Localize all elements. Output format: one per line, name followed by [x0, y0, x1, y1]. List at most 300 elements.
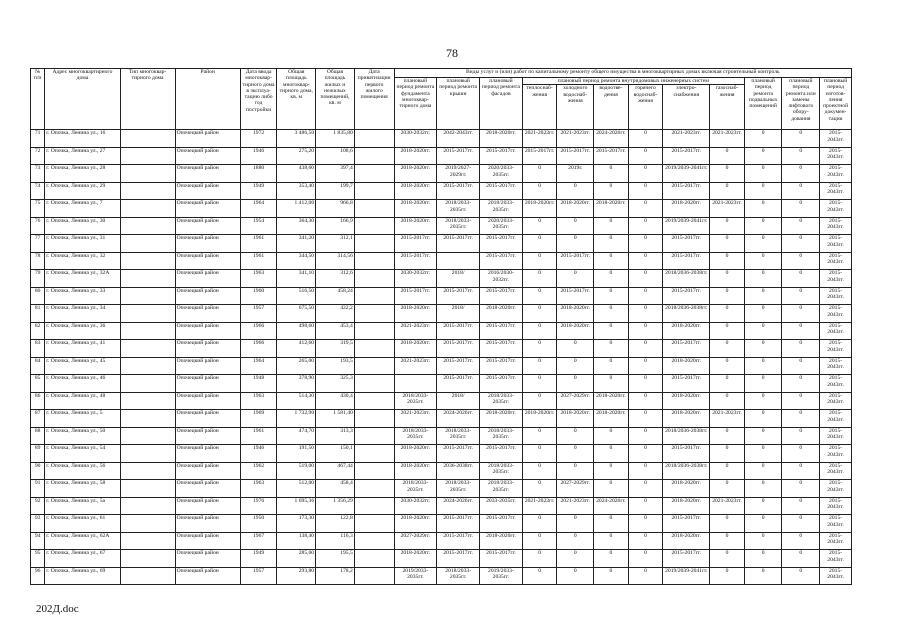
cell-elevator-period: 0 — [782, 392, 820, 410]
cell-row-number: 74 — [31, 182, 45, 200]
cell-design-docs-period: 2015-2043гг. — [820, 200, 852, 218]
cell-basement-period: 0 — [744, 445, 782, 463]
cell-building-type — [120, 322, 175, 340]
cell-design-docs-period: 2015-2043гг. — [820, 252, 852, 270]
cell-elevator-period: 0 — [782, 200, 820, 218]
cell-total-area: 1 732,90 — [277, 410, 316, 428]
cell-gas-period: 2021-2023гг. — [710, 130, 745, 148]
cell-elevator-period: 0 — [782, 305, 820, 323]
cell-address: г. Опочка, Ленина ул., 58 — [45, 480, 120, 498]
cell-electric-period: 2015-2017гг. — [663, 550, 710, 568]
cell-cold-water-period: 0 — [557, 462, 594, 480]
cell-row-number: 89 — [31, 445, 45, 463]
cell-foundation-period: 2018-2020гг. — [394, 340, 437, 358]
cell-drainage-period: 0 — [594, 445, 629, 463]
cell-drainage-period: 2024-2026гг. — [594, 497, 629, 515]
cell-privatization-date — [354, 165, 394, 183]
cell-facade-period: 2015-2017гг. — [480, 357, 523, 375]
cell-year-built: 1969 — [240, 410, 277, 428]
cell-building-type — [120, 410, 175, 428]
cell-district: Опочецкий район — [175, 410, 240, 428]
cell-district: Опочецкий район — [175, 392, 240, 410]
cell-design-docs-period: 2015-2043гг. — [820, 567, 852, 585]
cell-residential-area: 199,7 — [316, 182, 355, 200]
cell-drainage-period: 2024-2026гг. — [594, 130, 629, 148]
header-electric: электро-снабжения — [663, 85, 710, 130]
cell-electric-period: 2018/2036-2038гг. — [663, 462, 710, 480]
cell-total-area: 341,20 — [277, 235, 316, 253]
cell-design-docs-period: 2015-2043гг. — [820, 462, 852, 480]
cell-drainage-period: 0 — [594, 515, 629, 533]
cell-residential-area: 193,5 — [316, 357, 355, 375]
cell-row-number: 79 — [31, 270, 45, 288]
header-roof: плановый период ремонта крыши — [437, 78, 480, 130]
cell-privatization-date — [354, 550, 394, 568]
cell-facade-period: 2018-2020гг. — [480, 410, 523, 428]
cell-cold-water-period: 0 — [557, 270, 594, 288]
cell-basement-period: 0 — [744, 305, 782, 323]
header-foundation: плановый период ремонта фундамента многоквар-тирного дома — [394, 78, 437, 130]
cell-gas-period: 0 — [710, 445, 745, 463]
cell-gas-period: 0 — [710, 287, 745, 305]
cell-cold-water-period: 0 — [557, 515, 594, 533]
cell-roof-period: 2015-2017гг. — [437, 357, 480, 375]
cell-hot-water-period: 0 — [628, 567, 663, 585]
cell-elevator-period: 0 — [782, 217, 820, 235]
cell-heating-period: 0 — [522, 550, 557, 568]
cell-address: г. Опочка, Ленина ул., 69 — [45, 567, 120, 585]
cell-elevator-period: 0 — [782, 515, 820, 533]
cell-electric-period: 2018-2020гг. — [663, 410, 710, 428]
cell-foundation-period: 2018-2020гг. — [394, 182, 437, 200]
cell-privatization-date — [354, 235, 394, 253]
cell-drainage-period: 2015-2017гг. — [594, 147, 629, 165]
cell-basement-period: 0 — [744, 427, 782, 445]
cell-total-area: 474,70 — [277, 427, 316, 445]
cell-elevator-period: 0 — [782, 147, 820, 165]
cell-facade-period: 2015-2017гг. — [480, 182, 523, 200]
cell-district: Опочецкий район — [175, 252, 240, 270]
cell-row-number: 90 — [31, 462, 45, 480]
cell-heating-period: 2018-2020гг. — [522, 410, 557, 428]
cell-facade-period: 2015-2017гг. — [480, 375, 523, 393]
cell-privatization-date — [354, 445, 394, 463]
header-design-docs: плановый период изготов-ления проектной докумен-тации — [820, 78, 852, 130]
cell-basement-period: 0 — [744, 252, 782, 270]
cell-basement-period: 0 — [744, 235, 782, 253]
cell-gas-period: 0 — [710, 305, 745, 323]
cell-basement-period: 0 — [744, 375, 782, 393]
cell-residential-area: 195,5 — [316, 550, 355, 568]
table-row — [31, 550, 852, 568]
cell-building-type — [120, 445, 175, 463]
cell-drainage-period: 0 — [594, 305, 629, 323]
cell-foundation-period: 2015-2017гг. — [394, 235, 437, 253]
cell-district: Опочецкий район — [175, 445, 240, 463]
cell-year-built: 1964 — [240, 200, 277, 218]
cell-heating-period: 0 — [522, 322, 557, 340]
cell-roof-period: 2018/2033-2035гг. — [437, 427, 480, 445]
cell-district: Опочецкий район — [175, 182, 240, 200]
cell-basement-period: 0 — [744, 550, 782, 568]
cell-design-docs-period: 2015-2043гг. — [820, 410, 852, 428]
cell-building-type — [120, 182, 175, 200]
cell-cold-water-period: 2027-2029гг. — [557, 480, 594, 498]
cell-facade-period: 2018/2033-2035гг. — [480, 480, 523, 498]
cell-heating-period: 0 — [522, 305, 557, 323]
cell-drainage-period: 0 — [594, 182, 629, 200]
cell-heating-period: 0 — [522, 375, 557, 393]
cell-basement-period: 0 — [744, 567, 782, 585]
cell-cold-water-period: 2019г. — [557, 165, 594, 183]
cell-roof-period: 2024-2026гг. — [437, 410, 480, 428]
cell-address: г. Опочка, Ленина ул., 32 — [45, 252, 120, 270]
cell-district: Опочецкий район — [175, 497, 240, 515]
cell-gas-period: 0 — [710, 217, 745, 235]
cell-foundation-period: 2021-2023гг. — [394, 322, 437, 340]
cell-roof-period: 2018/ — [437, 392, 480, 410]
cell-address: г. Опочка, Ленина ул., 50 — [45, 427, 120, 445]
cell-total-area: 285,60 — [277, 550, 316, 568]
cell-gas-period: 0 — [710, 340, 745, 358]
cell-gas-period: 0 — [710, 270, 745, 288]
cell-foundation-period — [394, 375, 437, 393]
cell-electric-period: 2018/2036-2038гг. — [663, 305, 710, 323]
cell-district: Опочецкий район — [175, 427, 240, 445]
cell-gas-period: 0 — [710, 165, 745, 183]
cell-drainage-period: 0 — [594, 340, 629, 358]
cell-row-number: 88 — [31, 427, 45, 445]
cell-elevator-period: 0 — [782, 287, 820, 305]
table-row — [31, 147, 852, 165]
cell-residential-area: 312,6 — [316, 270, 355, 288]
cell-cold-water-period: 2018-2020гг. — [557, 200, 594, 218]
cell-year-built: 1967 — [240, 532, 277, 550]
cell-design-docs-period: 2015-2043гг. — [820, 532, 852, 550]
cell-total-area: 514,30 — [277, 392, 316, 410]
cell-cold-water-period: 0 — [557, 182, 594, 200]
cell-electric-period: 2018-2020гг. — [663, 200, 710, 218]
header-total-area: Общая площадь многоквар-тирного дома, кв. м — [277, 69, 316, 130]
cell-facade-period: 2020/2033-2035гг. — [480, 165, 523, 183]
cell-heating-period: 0 — [522, 532, 557, 550]
table-row — [31, 515, 852, 533]
cell-district: Опочецкий район — [175, 217, 240, 235]
cell-roof-period: 2024-2026гг. — [437, 497, 480, 515]
cell-facade-period: 2015-2017гг. — [480, 147, 523, 165]
cell-building-type — [120, 147, 175, 165]
cell-basement-period: 0 — [744, 515, 782, 533]
cell-year-built: 1972 — [240, 130, 277, 148]
cell-gas-period: 2021-2023гг. — [710, 497, 745, 515]
cell-design-docs-period: 2015-2043гг. — [820, 165, 852, 183]
cell-district: Опочецкий район — [175, 532, 240, 550]
cell-design-docs-period: 2015-2043гг. — [820, 130, 852, 148]
cell-cold-water-period: 2015-2017гг. — [557, 252, 594, 270]
cell-electric-period: 2018-2020гг. — [663, 322, 710, 340]
cell-address: г. Опочка, Ленина ул., 7 — [45, 200, 120, 218]
cell-total-area: 138,40 — [277, 532, 316, 550]
page-number: 78 — [446, 46, 458, 60]
cell-building-type — [120, 550, 175, 568]
cell-design-docs-period: 2015-2043гг. — [820, 392, 852, 410]
cell-building-type — [120, 287, 175, 305]
cell-total-area: 293,80 — [277, 567, 316, 585]
cell-basement-period: 0 — [744, 322, 782, 340]
cell-design-docs-period: 2015-2043гг. — [820, 340, 852, 358]
cell-design-docs-period: 2015-2043гг. — [820, 305, 852, 323]
cell-district: Опочецкий район — [175, 130, 240, 148]
cell-total-area: 1 412,00 — [277, 200, 316, 218]
cell-address: г. Опочка, Ленина ул., 61 — [45, 515, 120, 533]
cell-facade-period: 2018/2033-2035гг. — [480, 462, 523, 480]
cell-year-built: 1954 — [240, 217, 277, 235]
cell-electric-period: 2015-2017гг. — [663, 252, 710, 270]
cell-year-built: 1961 — [240, 252, 277, 270]
cell-privatization-date — [354, 322, 394, 340]
cell-residential-area: 453,4 — [316, 322, 355, 340]
cell-privatization-date — [354, 130, 394, 148]
cell-total-area: 191,50 — [277, 445, 316, 463]
cell-drainage-period: 0 — [594, 427, 629, 445]
cell-row-number: 85 — [31, 375, 45, 393]
cell-residential-area: 325,3 — [316, 375, 355, 393]
cell-address: г. Опочка, Ленина ул., 45 — [45, 357, 120, 375]
cell-design-docs-period: 2015-2043гг. — [820, 515, 852, 533]
cell-hot-water-period: 0 — [628, 322, 663, 340]
cell-electric-period: 2018-2020гг. — [663, 480, 710, 498]
cell-heating-period: 0 — [522, 480, 557, 498]
cell-roof-period: 2036-2038гг. — [437, 462, 480, 480]
cell-total-area: 438,60 — [277, 165, 316, 183]
table-row — [31, 567, 852, 585]
cell-year-built: 1963 — [240, 270, 277, 288]
cell-elevator-period: 0 — [782, 462, 820, 480]
cell-heating-period: 0 — [522, 340, 557, 358]
cell-gas-period: 0 — [710, 567, 745, 585]
cell-heating-period: 0 — [522, 392, 557, 410]
cell-gas-period: 0 — [710, 462, 745, 480]
cell-elevator-period: 0 — [782, 480, 820, 498]
cell-year-built: 1957 — [240, 567, 277, 585]
table-row — [31, 322, 852, 340]
cell-residential-area: 116,3 — [316, 532, 355, 550]
cell-district: Опочецкий район — [175, 305, 240, 323]
cell-basement-period: 0 — [744, 480, 782, 498]
cell-residential-area: 319,5 — [316, 340, 355, 358]
cell-residential-area: 150,1 — [316, 445, 355, 463]
cell-building-type — [120, 165, 175, 183]
cell-electric-period: 2015-2017гг. — [663, 340, 710, 358]
cell-electric-period: 2015-2017гг. — [663, 287, 710, 305]
cell-electric-period: 2018/2036-2038гг. — [663, 270, 710, 288]
cell-privatization-date — [354, 427, 394, 445]
cell-year-built: 1976 — [240, 497, 277, 515]
cell-heating-period: 0 — [522, 287, 557, 305]
cell-design-docs-period: 2015-2043гг. — [820, 287, 852, 305]
cell-basement-period: 0 — [744, 462, 782, 480]
cell-building-type — [120, 375, 175, 393]
cell-row-number: 71 — [31, 130, 45, 148]
cell-residential-area: 122,8 — [316, 515, 355, 533]
cell-total-area: 412,60 — [277, 340, 316, 358]
cell-year-built: 1964 — [240, 357, 277, 375]
cell-hot-water-period: 0 — [628, 130, 663, 148]
cell-total-area: 341,10 — [277, 270, 316, 288]
cell-building-type — [120, 532, 175, 550]
cell-district: Опочецкий район — [175, 270, 240, 288]
cell-gas-period: 0 — [710, 322, 745, 340]
cell-address: г. Опочка, Ленина ул., 46 — [45, 375, 120, 393]
header-cold-water: холодного водоснаб-жения — [557, 85, 594, 130]
cell-roof-period: 2018/2033-2035гг. — [437, 567, 480, 585]
cell-elevator-period: 0 — [782, 357, 820, 375]
cell-total-area: 378,90 — [277, 375, 316, 393]
cell-gas-period: 0 — [710, 375, 745, 393]
cell-building-type — [120, 305, 175, 323]
cell-facade-period: 2015-2017гг. — [480, 252, 523, 270]
header-elevator: плановый период ремонта или замены лифтового обору-дования — [782, 78, 820, 130]
cell-privatization-date — [354, 462, 394, 480]
cell-hot-water-period: 0 — [628, 340, 663, 358]
cell-heating-period: 0 — [522, 427, 557, 445]
cell-facade-period: 2020/2033-2035гг. — [480, 217, 523, 235]
cell-foundation-period: 2030-2032гг. — [394, 130, 437, 148]
cell-residential-area: 397,4 — [316, 165, 355, 183]
cell-building-type — [120, 200, 175, 218]
cell-year-built: 1949 — [240, 550, 277, 568]
cell-design-docs-period: 2015-2043гг. — [820, 217, 852, 235]
cell-drainage-period: 0 — [594, 235, 629, 253]
cell-roof-period: 2018/ — [437, 305, 480, 323]
cell-address: г. Опочка, Ленина ул., 5 — [45, 410, 120, 428]
cell-electric-period: 2019/2039-2041гг. — [663, 567, 710, 585]
cell-cold-water-period: 2021-2023гг. — [557, 130, 594, 148]
cell-electric-period: 2018-2020гг. — [663, 357, 710, 375]
cell-building-type — [120, 427, 175, 445]
cell-year-built: 1961 — [240, 235, 277, 253]
cell-year-built: 1949 — [240, 182, 277, 200]
header-number: № п/п — [31, 69, 45, 130]
cell-roof-period: 2015-2017гг. — [437, 445, 480, 463]
cell-address: г. Опочка, Ленина ул., 5а — [45, 497, 120, 515]
cell-row-number: 72 — [31, 147, 45, 165]
table-row — [31, 497, 852, 515]
cell-gas-period: 0 — [710, 182, 745, 200]
cell-residential-area: 1 356,29 — [316, 497, 355, 515]
cell-elevator-period: 0 — [782, 532, 820, 550]
cell-district: Опочецкий район — [175, 567, 240, 585]
cell-basement-period: 0 — [744, 165, 782, 183]
cell-total-area: 265,00 — [277, 357, 316, 375]
table-row — [31, 480, 852, 498]
cell-row-number: 75 — [31, 200, 45, 218]
cell-building-type — [120, 515, 175, 533]
cell-foundation-period: 2018-2020гг. — [394, 165, 437, 183]
cell-basement-period: 0 — [744, 392, 782, 410]
cell-facade-period: 2015-2017гг. — [480, 445, 523, 463]
cell-basement-period: 0 — [744, 130, 782, 148]
cell-hot-water-period: 0 — [628, 532, 663, 550]
cell-residential-area: 422,2 — [316, 305, 355, 323]
cell-gas-period: 0 — [710, 252, 745, 270]
cell-row-number: 95 — [31, 550, 45, 568]
cell-foundation-period: 2015-2017гг. — [394, 287, 437, 305]
cell-year-built: 1960 — [240, 287, 277, 305]
cell-address: г. Опочка, Ленина ул., 36 — [45, 322, 120, 340]
cell-address: г. Опочка, Ленина ул., 29 — [45, 182, 120, 200]
header-hot-water: горячего водоснаб-жения — [628, 85, 663, 130]
header-address: Адрес многоквартирного дома — [45, 69, 120, 130]
cell-year-built: 1963 — [240, 392, 277, 410]
cell-heating-period: 0 — [522, 515, 557, 533]
table-row — [31, 200, 852, 218]
cell-foundation-period: 2018/2033-2035гг. — [394, 427, 437, 445]
cell-district: Опочецкий район — [175, 375, 240, 393]
cell-privatization-date — [354, 515, 394, 533]
cell-hot-water-period: 0 — [628, 480, 663, 498]
cell-hot-water-period: 0 — [628, 217, 663, 235]
cell-roof-period: 2019/2027-2029гг. — [437, 165, 480, 183]
cell-residential-area: 312,1 — [316, 235, 355, 253]
cell-residential-area: 108,6 — [316, 147, 355, 165]
cell-elevator-period: 0 — [782, 427, 820, 445]
cell-year-built: 1946 — [240, 147, 277, 165]
cell-address: г. Опочка, Ленина ул., 62А — [45, 532, 120, 550]
cell-total-area: 498,60 — [277, 322, 316, 340]
cell-drainage-period: 0 — [594, 462, 629, 480]
cell-year-built: 1957 — [240, 305, 277, 323]
cell-residential-area: 178,2 — [316, 567, 355, 585]
cell-heating-period: 2021-2023гг. — [522, 130, 557, 148]
cell-heating-period: 2018-2020гг. — [522, 200, 557, 218]
cell-residential-area: 313,3 — [316, 427, 355, 445]
cell-roof-period: 2018/2033-2035гг. — [437, 217, 480, 235]
table-row — [31, 392, 852, 410]
cell-heating-period: 0 — [522, 357, 557, 375]
cell-year-built: 1962 — [240, 462, 277, 480]
cell-hot-water-period: 0 — [628, 287, 663, 305]
table-row — [31, 410, 852, 428]
cell-drainage-period: 0 — [594, 270, 629, 288]
cell-foundation-period: 2018-2020гг. — [394, 200, 437, 218]
cell-year-built: 1961 — [240, 427, 277, 445]
cell-total-area: 519,00 — [277, 462, 316, 480]
cell-address: г. Опочка, Ленина ул., 32А — [45, 270, 120, 288]
table-row — [31, 217, 852, 235]
cell-basement-period: 0 — [744, 497, 782, 515]
cell-hot-water-period: 0 — [628, 270, 663, 288]
cell-year-built: 1880 — [240, 165, 277, 183]
cell-row-number: 87 — [31, 410, 45, 428]
header-district: Район — [175, 69, 240, 130]
table-row — [31, 130, 852, 148]
cell-electric-period: 2019/2039-2041гг. — [663, 165, 710, 183]
cell-electric-period: 2015-2017гг. — [663, 445, 710, 463]
cell-heating-period: 0 — [522, 270, 557, 288]
cell-cold-water-period: 2021-2023гг. — [557, 497, 594, 515]
cell-elevator-period: 0 — [782, 550, 820, 568]
cell-roof-period: 2015-2017гг. — [437, 375, 480, 393]
cell-basement-period: 0 — [744, 200, 782, 218]
cell-heating-period: 0 — [522, 165, 557, 183]
cell-address: г. Опочка, Ленина ул., 54 — [45, 445, 120, 463]
cell-total-area: 1 695,36 — [277, 497, 316, 515]
cell-drainage-period: 0 — [594, 567, 629, 585]
cell-foundation-period: 2019/2033-2035гг. — [394, 567, 437, 585]
cell-building-type — [120, 252, 175, 270]
cell-hot-water-period: 0 — [628, 235, 663, 253]
